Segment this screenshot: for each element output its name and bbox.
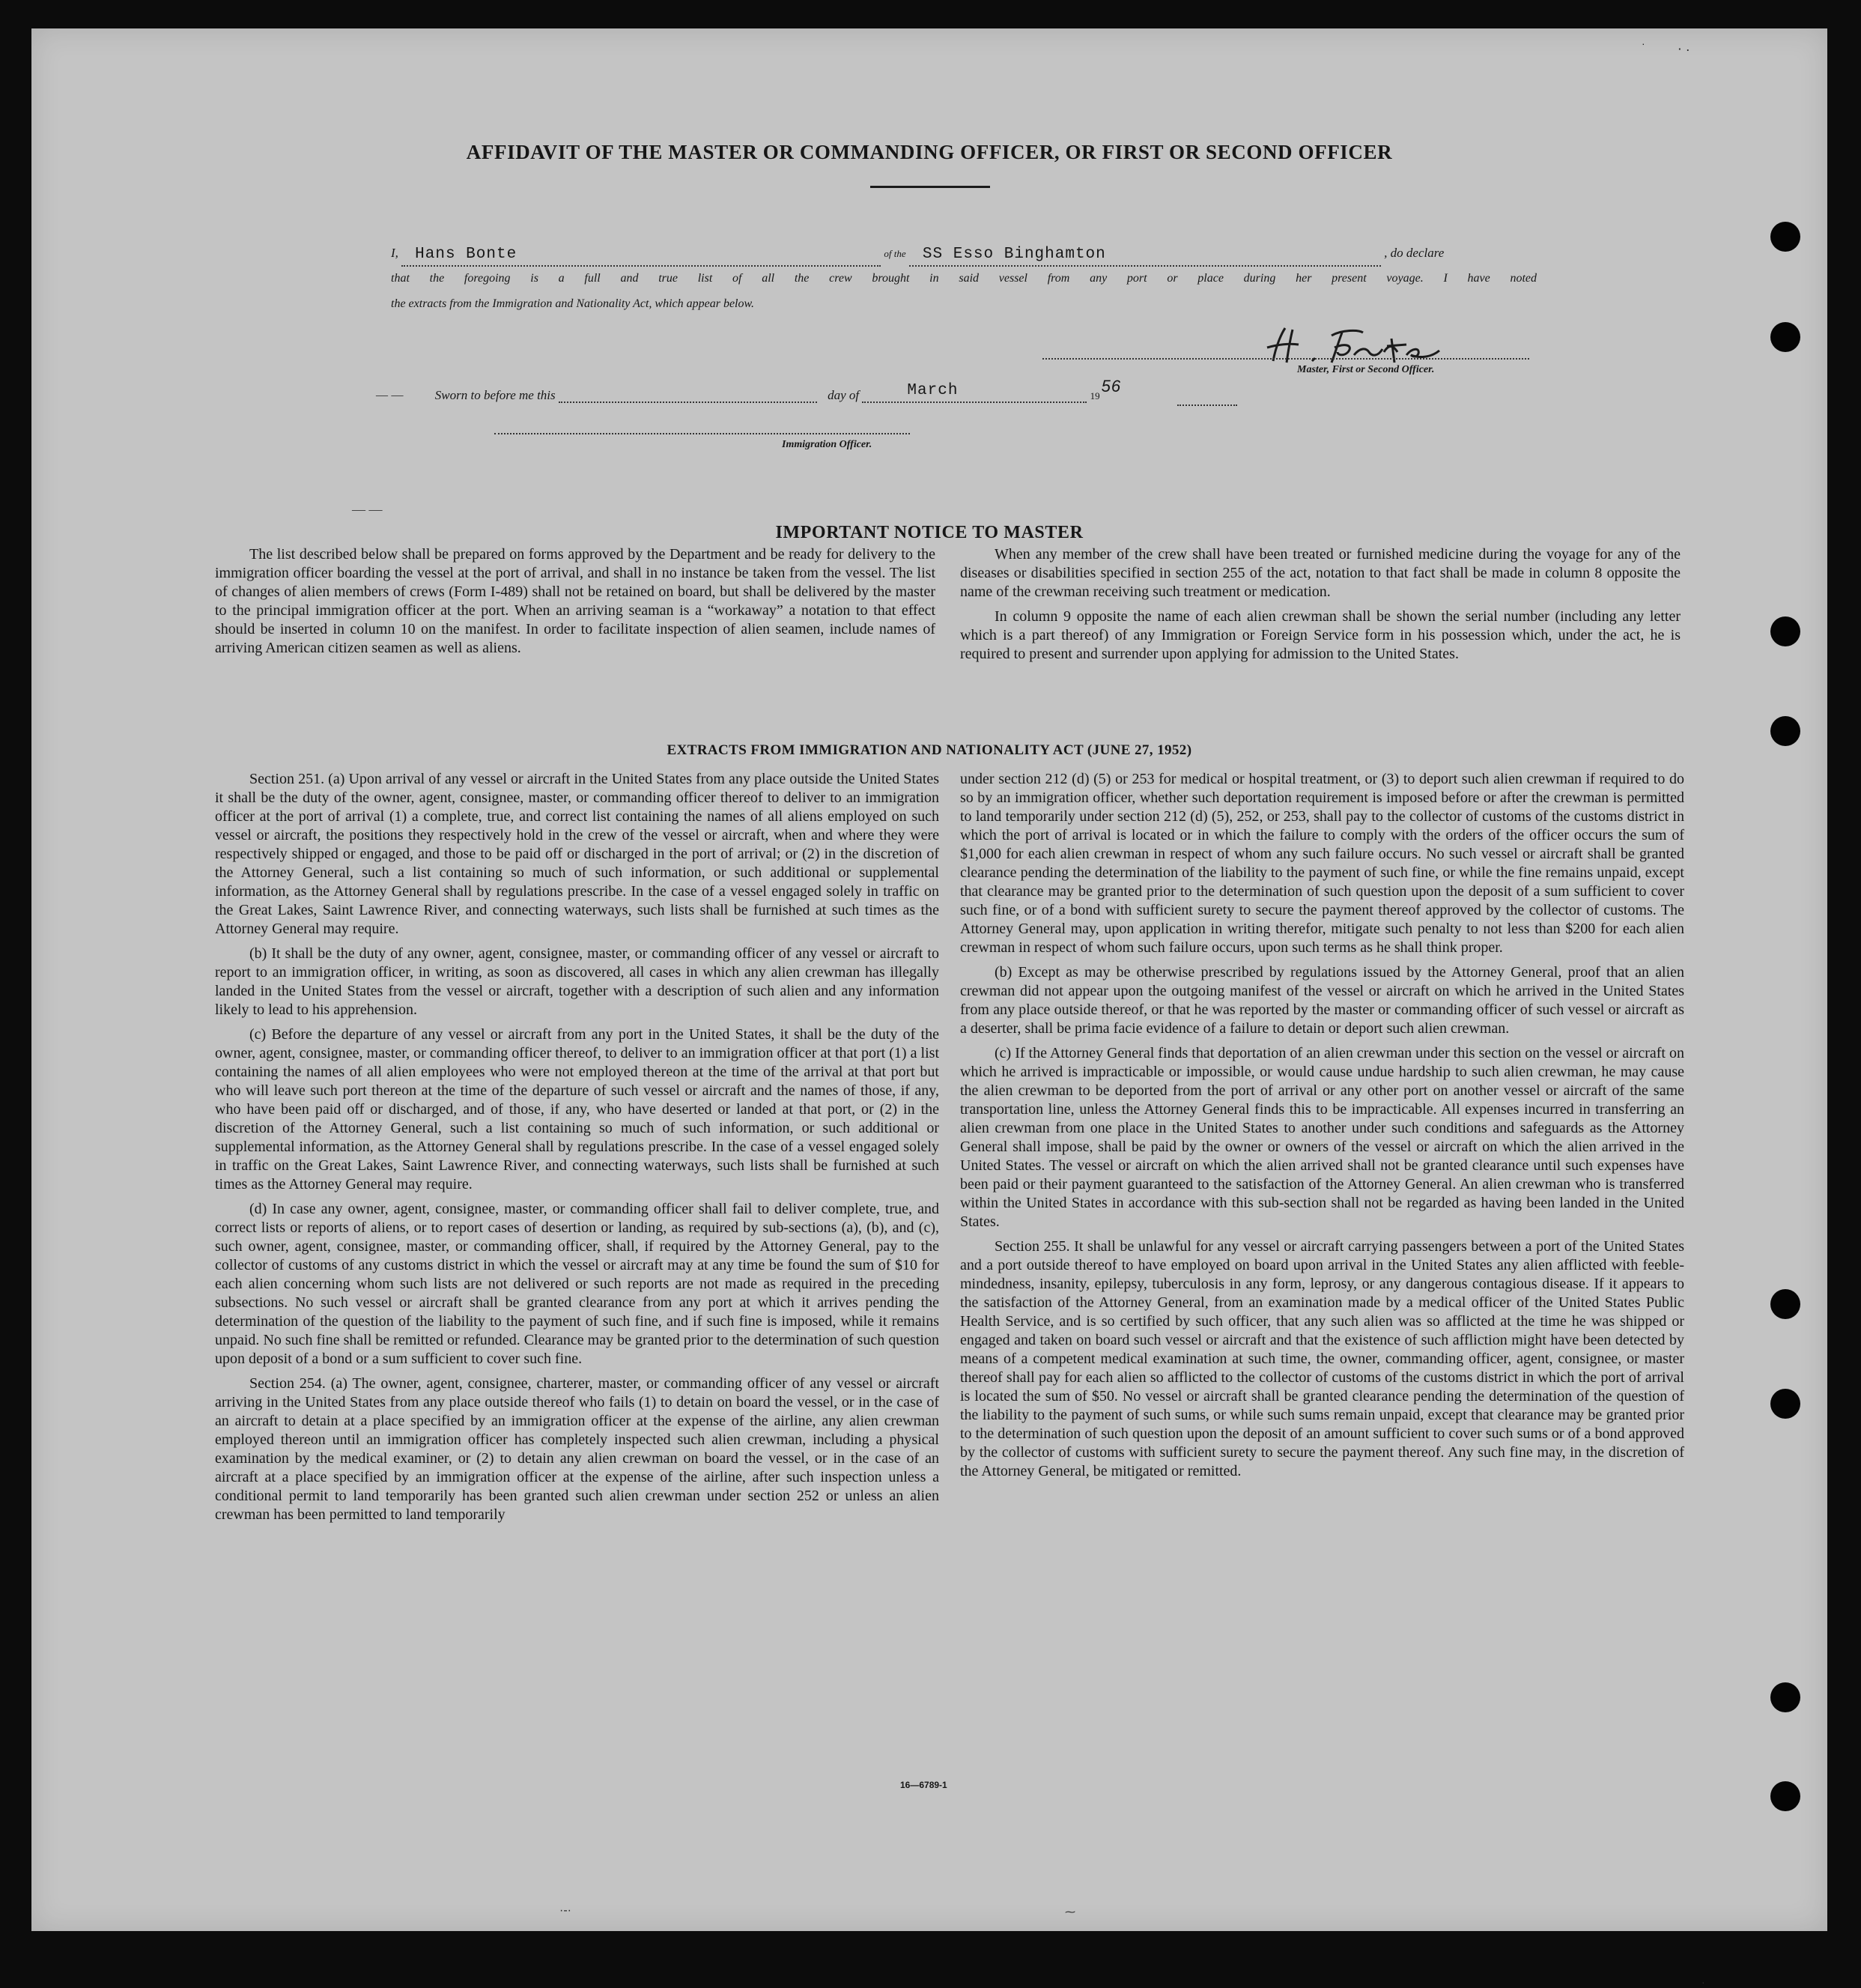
notice-right-column [960,545,1681,670]
document-page [31,28,1827,1988]
notice-title: IMPORTANT NOTICE TO MASTER [775,523,1084,542]
master-signature [1260,322,1469,367]
section-254-c: (c) If the Attorney General finds that deportation of an alien crewman under this section on the vessel or aircraft on which he arrived is impracticable or impossible, or would cause undue hardship to such alien crewman, he may cause the alien crewman to be deported from the port of arrival or any other port on another vessel or aircraft of the same transportation line, unless the Attorney General finds this to be impracticable. All expenses incurred in transferring an alien crewman from one place in the United States to another under such conditions and safeguards as the Attorney General shall impose, shall be paid by the owner or owners of the vessel or aircraft on which the alien arrived in the United States. The vessel or aircraft on which the alien arrived shall not be granted clearance until such expenses have been paid or their payment guaranteed to the satisfaction of the Attorney General. An alien crewman who is transferred within the United States in accordance with this sub-section shall not be regarded as having been landed in the United States. [960,1045,1684,1230]
extracts-left-column [215,770,939,1530]
master-name-field[interactable]: Hans Bonte [401,244,881,267]
immigration-officer-line [494,433,910,434]
declaration-line-3 [391,291,1537,317]
statement-line-1: that the foregoing is a full and true list of all the crew brought in said vessel from any port or place during her present voyage. I have noted [391,272,1537,285]
section-254-a-continued: under section 212 (d) (5) or 253 for medical or hospital treatment, or (3) to deport such alien crewman if required to do so by an immigration officer, whether such deportation requirement is imposed before or after the crewman is permitted to land temporarily under section 212 (d) (5), 252, or 253, shall pay to the collector of customs of the customs district in which the port of arrival is located or in which the failure to comply with the orders of the officer occurs the sum of $1,000 for each alien crewman in respect of whom any such failure occurs. No such vessel or aircraft shall be granted clearance pending the determination of the liability to the payment of such fine, or while the fine remains unpaid, except that clearance may be granted prior to the determination of such question upon the deposit of a sum sufficient to cover such fine, or of a bond with sufficient surety to secure the payment thereof approved by the collector of customs. The Attorney General may, upon application in writing therefor, mitigate such penalty to not less than $200 for each alien crewman in respect of whom such failure occurs, upon such terms as he shall think proper. [960,771,1684,956]
extracts-right-column [960,770,1684,1487]
binder-hole [1770,616,1800,646]
speck: ⁓ [1065,1906,1075,1918]
section-254-b: (b) Except as may be otherwise prescribed by regulations issued by the Attorney General, proof that an alien crewman did not appear upon the outgoing manifest of the vessel or aircraft on which he arrived in the United States from any place outside thereof, or that he was reported by the master or commanding officer of such vessel or aircraft as a deserter, shall be prima facie evidence of a failure to detain or deport such alien crewman. [960,964,1684,1037]
section-251-d: (d) In case any owner, agent, consignee, master, or commanding officer shall fail to deliver complete, true, and correct lists or reports of aliens, or to report cases of desertion or landing, as required by sub-sections (a), (b), and (c), such owner, agent, consignee, master, or commanding officer, shall, if required by the Attorney General, pay to the collector of customs of any customs district in which the vessel or aircraft may at any time be found the sum of $10 for each alien concerning whom such lists are not delivered or such reports are not made as required in the preceding subsections. No such vessel or aircraft shall be granted clearance from any port at which it arrives pending the determination of the question of the liability to the payment of such fine, and if such fine is imposed, while it remains unpaid. No such fine shall be remitted or refunded. Clearance may be granted prior to the determination of such question upon deposit of a bond or a sum sufficient to cover such fine. [215,1201,939,1367]
speck: ·-· [559,1904,571,1917]
binder-hole [1770,1781,1800,1811]
year-prefix: 19 [1090,390,1100,401]
notice-right-paragraph-1: When any member of the crew shall have been treated or furnished medicine during the voyage for any of the diseases or disabilities specified in section 255 of the act, notation to that fact shall be made in column 8 opposite the name of the crewman receiving such treatment or medication. [960,546,1681,600]
margin-dash: — — [376,387,404,402]
declare-label: , do declare [1384,246,1445,260]
section-255: Section 255. It shall be unlawful for any vessel or aircraft carrying passengers between a port of the United States and a port outside thereof to have employed on board upon arrival in the United States any alien afflicted with feeble-mindedness, insanity, epilepsy, tuberculosis in any form, leprosy, or any dangerous contagious disease. If it appears to the satisfaction of the Attorney General, from an examination made by a medical officer of the United States Public Health Service, and is so certified by such officer, that any such alien was so afflicted at the time he was shipped or engaged and taken on board such vessel or aircraft and that the existence of such affliction might have been detected by means of a competent medical examination at such time, the owner, commanding officer, agent, consignee, or master thereof shall pay for each alien so afflicted to the collector of customs of the customs district in which the port of arrival is located the sum of $50. No vessel or aircraft shall be granted clearance pending the determination of the question of the liability to the payment of such sums, or while such sums remain unpaid, except that clearance may be granted prior to the determination of such question upon the deposit of an amount sufficient to cover such sums or of a bond approved by the collector of customs with sufficient surety to secure the payment thereof. Any such fine may, in the discretion of the Attorney General, be mitigated or remitted. [960,1238,1684,1479]
section-251-c: (c) Before the departure of any vessel or aircraft from any port in the United States, it shall be the duty of the owner, agent, consignee, master, or commanding officer thereof, to deliver to an immigration officer at that port (1) a list containing the names of all alien employees who were not employed thereon at the time of the arrival at that port but who will leave such port thereon at the time of the departure of such vessel or aircraft and the names of those, if any, who have been paid off or discharged, and of those, if any, who have deserted or landed at that port, or (2) in the discretion of the Attorney General, such a list containing so much of such information, or such additional or supplemental information, as the Attorney General shall by regulations prescribe. In the case of a vessel engaged solely in traffic on the Great Lakes, Saint Lawrence River, and connecting waterways, such lists shall be furnished at such times as the Attorney General may require. [215,1026,939,1193]
notice-left-paragraph: The list described below shall be prepared on forms approved by the Department and be ready for delivery to the immigration officer boarding the vessel at the port of arrival, and shall in no instance be taken from the vessel. The list of changes of alien members of crews (Form I-489) shall not be retained on board, but shall be delivered by the master to the principal immigration officer at the port. When an arriving seaman is a “workaway” a notation to that effect should be inserted in column 10 on the manifest. In order to facilitate inspection of alien seamen, include names of arriving American citizen seamen as well as aliens. [215,546,935,656]
declaration-line-1 [391,240,1537,266]
immigration-officer-caption: Immigration Officer. [782,439,872,450]
section-251-a: Section 251. (a) Upon arrival of any vessel or aircraft in the United States from any place outside the United States it shall be the duty of the owner, agent, consignee, master, or commanding officer thereof to deliver to an immigration officer at the port of arrival (1) a complete, true, and correct list containing the names of all aliens employed on such vessel or aircraft, the positions they respectively hold in the crew of the vessel or aircraft, when and where they were respectively shipped or engaged, and those to be paid off or discharged in the port of arrival; or (2) in the discretion of the Attorney General, such a list containing so much of such information, or such additional or supplemental information, as the Attorney General shall by regulations prescribe. In the case of a vessel engaged solely in traffic on the Great Lakes, Saint Lawrence River, and connecting waterways, such lists shall be furnished at such times as the Attorney General may require. [215,771,939,937]
section-251-b: (b) It shall be the duty of any owner, agent, consignee, master, or commanding officer of any vessel or aircraft to report to an immigration officer, in writing, as soon as discovered, all cases in which any alien crewman has illegally landed in the United States from the vessel or aircraft, together with a description of such alien and any information likely to lead to his apprehension. [215,945,939,1018]
sworn-line [376,377,1153,403]
of-the-label: of the [884,248,906,259]
binder-hole [1770,1682,1800,1712]
binder-hole [1770,1389,1800,1419]
binder-hole [1770,1289,1800,1319]
sworn-day-field[interactable] [559,401,817,403]
notice-left-column [215,545,935,664]
affidavit-title: AFFIDAVIT OF THE MASTER OR COMMANDING OFFICER, OR FIRST OR SECOND OFFICER [466,141,1393,163]
binder-hole [1770,222,1800,252]
extracts-title: EXTRACTS FROM IMMIGRATION AND NATIONALITY ACT (JUNE 27, 1952) [667,742,1192,758]
statement-line-2: the extracts from the Immigration and Nationality Act, which appear below. [391,297,754,310]
speck: · [1701,1976,1705,1988]
form-number: 16—6789-1 [900,1780,947,1790]
year-field[interactable]: 56 [1101,377,1122,396]
speck: ⋅ · [1678,42,1690,57]
notice-right-paragraph-2: In column 9 opposite the name of each alien crewman shall be shown the serial number (including any letter which is a part thereof) of any Immigration or Foreign Service form in his possession which, under the act, he is required to present and surrender upon applying for admission to the United States. [960,608,1681,662]
signature-line [1042,358,1529,360]
declaration-line-2 [391,266,1537,291]
section-254-a: Section 254. (a) The owner, agent, consignee, charterer, master, or commanding officer of any vessel or aircraft arriving in the United States from any place outside thereof who fails (1) to detain on board the vessel, or in the case of an aircraft to detain at a place specified by an immigration officer at the expense of the airline, any alien crewman employed thereon until an immigration officer has completely inspected such alien crewman, including a physical examination by the medical examiner, or (2) to detain any alien crewman on board the vessel, or in the case of an aircraft at a place specified by an immigration officer at the expense of the airline, after such inspection unless a conditional permit to land temporarily has been granted such alien crewman under section 252 or unless an alien crewman has been permitted to land temporarily [215,1375,939,1523]
year-underline [1177,404,1237,406]
declaration-block [391,240,1537,317]
sworn-label: Sworn to before me this [434,388,556,402]
speck: · [1642,37,1645,49]
day-of-label: day of [828,388,860,402]
i-label: I, [391,246,398,260]
signature-caption: Master, First or Second Officer. [1297,364,1435,375]
binder-hole [1770,322,1800,352]
binder-hole [1770,716,1800,746]
sworn-month-field[interactable]: March [862,381,1087,403]
margin-dash: — — [352,502,383,517]
title-divider [870,186,990,188]
vessel-name-field[interactable]: SS Esso Binghamton [909,244,1381,267]
